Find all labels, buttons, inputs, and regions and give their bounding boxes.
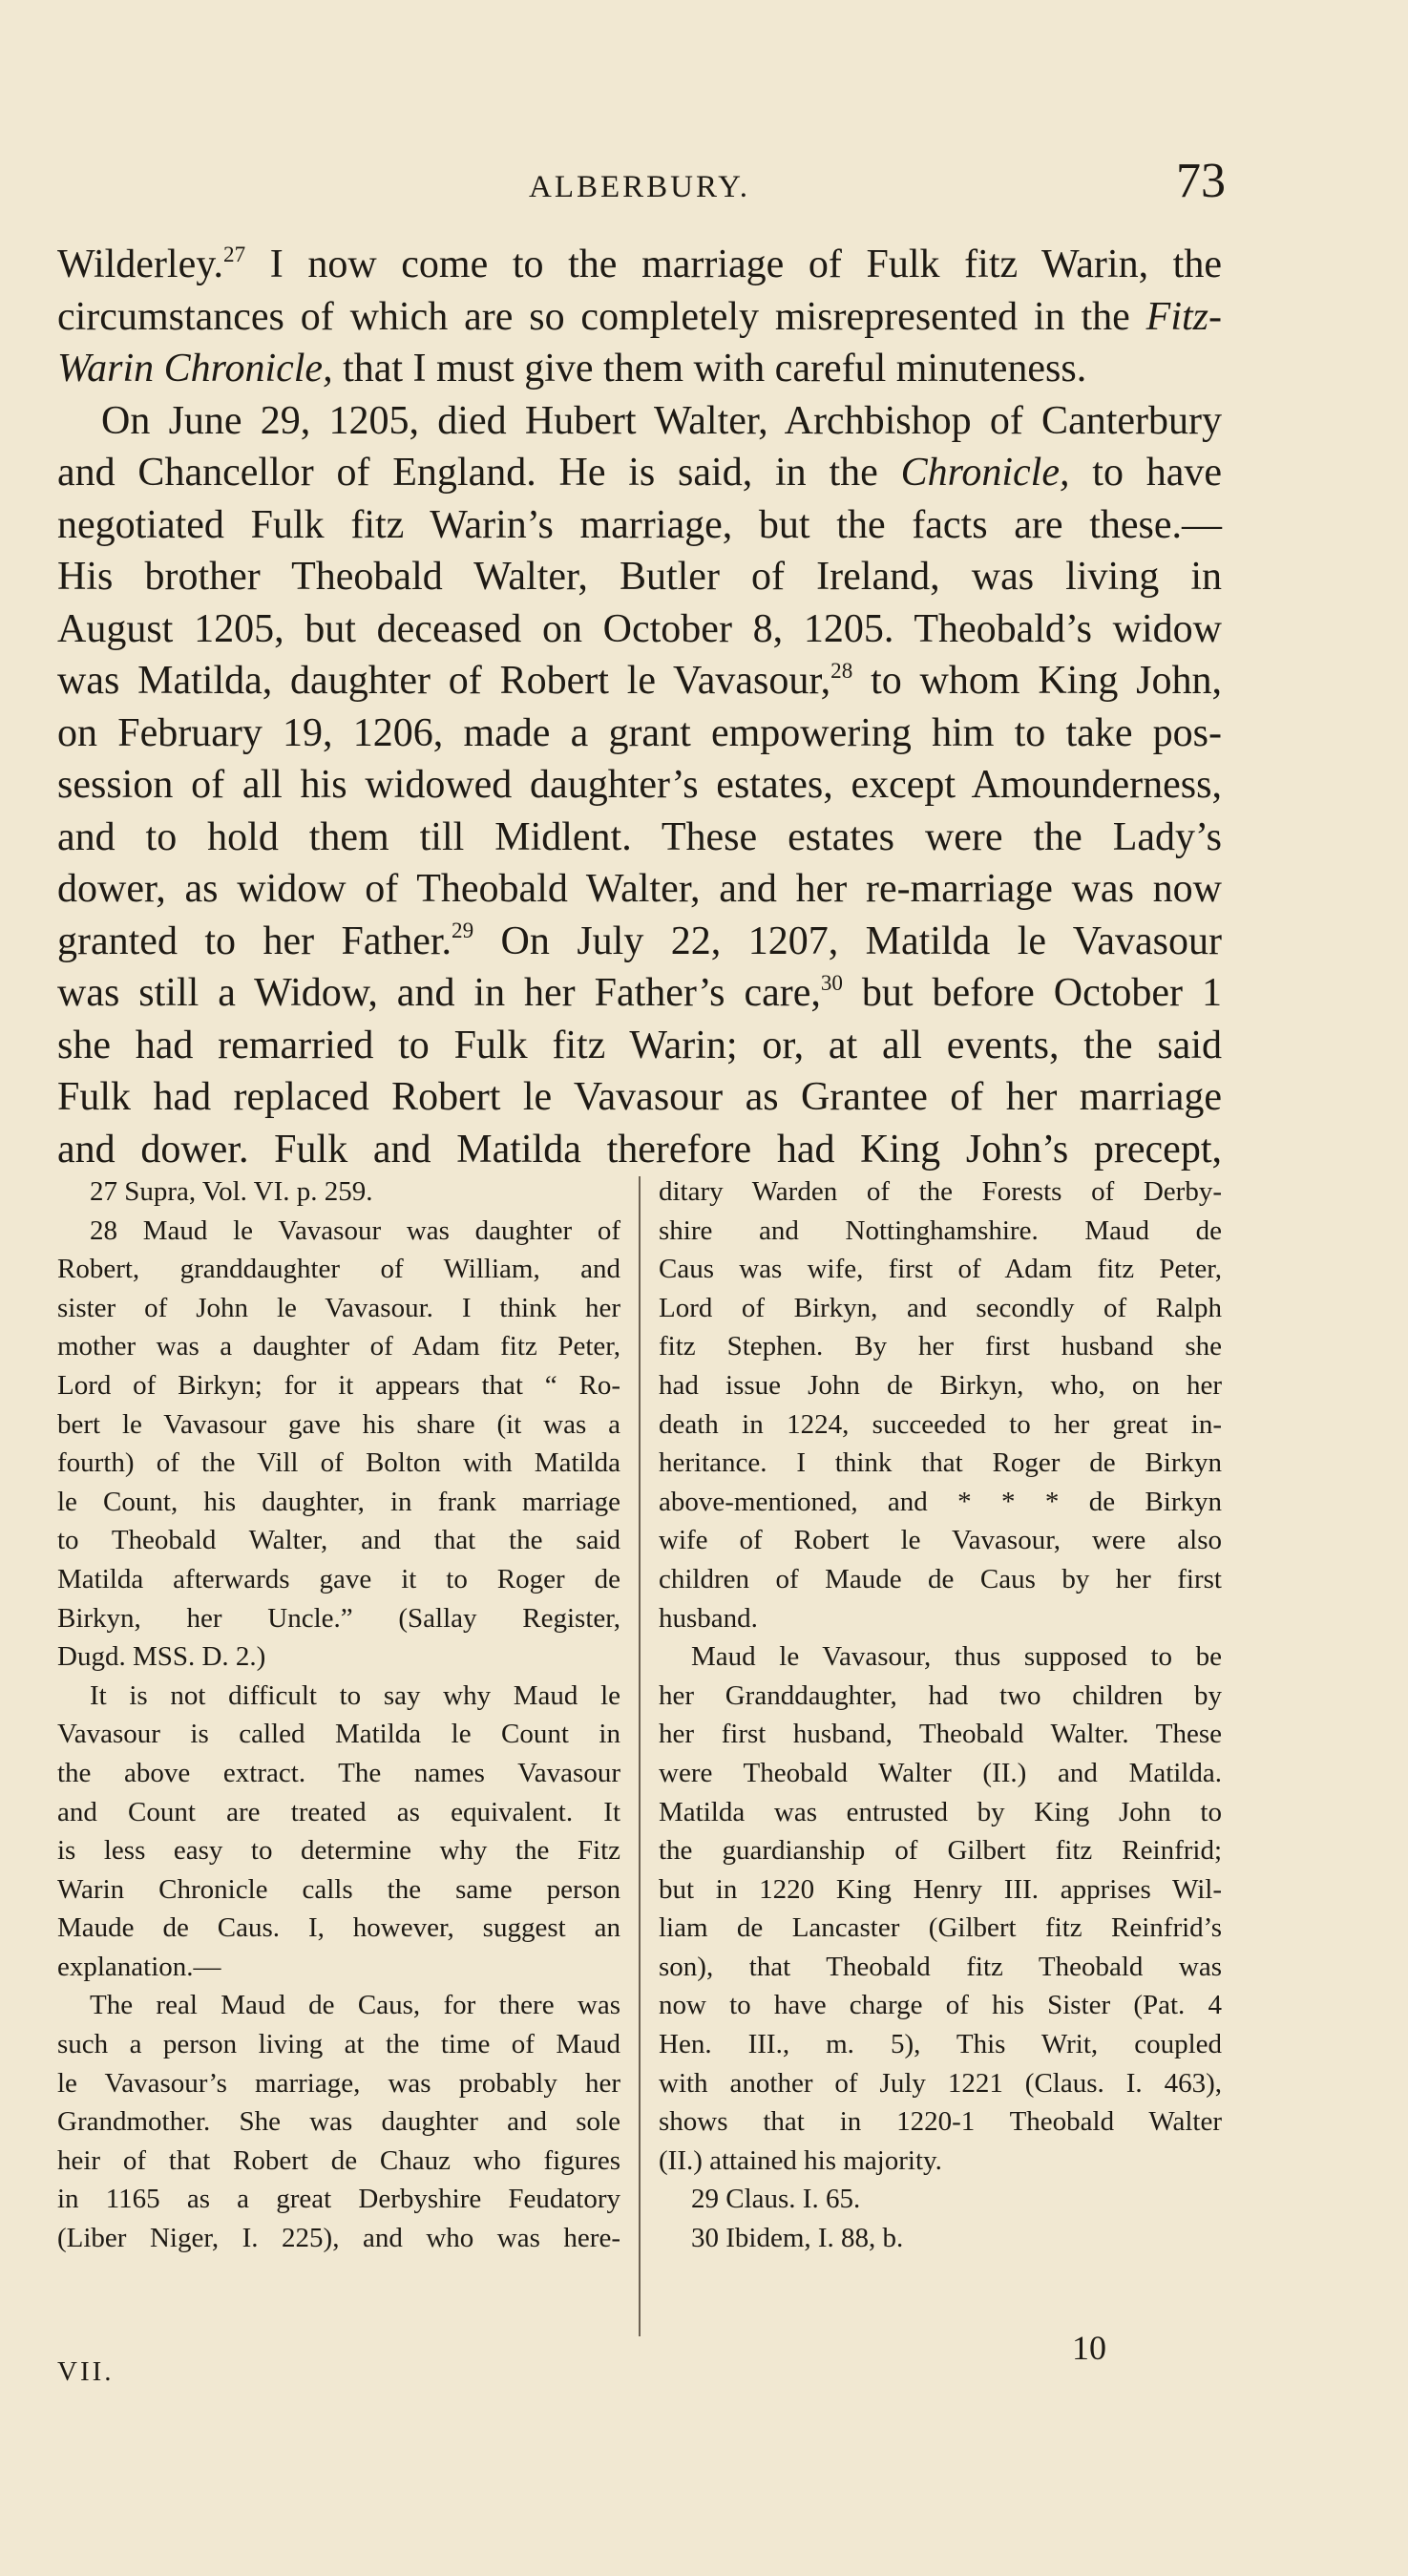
footnote-line: mother was a daughter of Adam fitz Peter, <box>57 1331 620 1362</box>
text-line: and Chancellor of England. He is said, in the Chronicle, to have <box>57 451 1223 495</box>
footnote-line: wife of Robert le Vavasour, were also <box>659 1525 1222 1556</box>
footnote-line: Matilda was entrusted by King John to <box>659 1796 1222 1827</box>
footnote-line: 30 Ibidem, I. 88, b. <box>691 2223 904 2254</box>
footnote-line: but in 1220 King Henry III. apprises Wil- <box>659 1873 1222 1905</box>
footnote-ref: 28 <box>830 657 853 683</box>
footnote-line: children of Maude de Caus by her first <box>659 1563 1222 1594</box>
text-line: Wilderley.$^{27}$ I now come to the marriage of Fulk fitz Warin, the <box>57 241 1222 286</box>
text-line: session of all his widowed daughter’s estates, except Amounderness, <box>57 763 1222 807</box>
footnote-line: Lord of Birkyn, and secondly of Ralph <box>659 1292 1222 1323</box>
footnote-line: Lord of Birkyn; for it appears that “ Ro- <box>57 1369 620 1401</box>
footnote-line: 28 Maud le Vavasour was daughter of <box>90 1214 620 1246</box>
footnote-line: Birkyn, her Uncle.” (Sallay Register, <box>57 1602 620 1634</box>
gathering-number: 10 <box>1072 2329 1106 2367</box>
footnote-line: 27 Supra, Vol. VI. p. 259. <box>90 1176 373 1207</box>
footnote-line: the above extract. The names Vavasour <box>57 1757 620 1788</box>
footnote-line: Maud le Vavasour, thus supposed to be <box>691 1641 1222 1673</box>
footnote-line: the guardianship of Gilbert fitz Reinfrid; <box>659 1835 1222 1867</box>
footnote-ref: 30 <box>820 969 843 995</box>
footnote-line: husband. <box>659 1602 758 1634</box>
footnote-line: bert le Vavasour gave his share (it was a <box>57 1408 620 1440</box>
text-line: she had remarried to Fulk fitz Warin; or, at all events, the said <box>57 1023 1222 1067</box>
footnote-line: son), that Theobald fitz Theobald was <box>659 1951 1222 1982</box>
text-line: Fulk had replaced Robert le Vavasour as Grantee of her marriage <box>57 1075 1222 1119</box>
footnote-line: Grandmother. She was daughter and sole <box>57 2106 620 2138</box>
footnote-line: above-mentioned, and * * * de Birkyn <box>659 1486 1222 1517</box>
footnote-line: is less easy to determine why the Fitz <box>57 1835 620 1867</box>
footnote-line: to Theobald Walter, and that the said <box>57 1525 620 1556</box>
footnote-line: liam de Lancaster (Gilbert fitz Reinfrid’s <box>659 1912 1222 1944</box>
text-line: dower, as widow of Theobald Walter, and her re-marriage was now <box>57 867 1222 911</box>
footnote-line: death in 1224, succeeded to her great in- <box>659 1408 1222 1440</box>
text-line: On June 29, 1205, died Hubert Walter, Archbishop of Canterbury <box>101 398 1222 443</box>
running-title: ALBERBURY. <box>528 170 751 204</box>
footnote-line: shows that in 1220-1 Theobald Walter <box>659 2106 1222 2138</box>
footnote-line: with another of July 1221 (Claus. I. 463), <box>659 2067 1222 2099</box>
footnote-ref: 29 <box>452 918 474 943</box>
main-text <box>57 239 1222 1175</box>
text-line: and to hold them till Midlent. These estates were the Lady’s <box>57 814 1222 859</box>
footnotes <box>57 1172 1222 2395</box>
text-line: was Matilda, daughter of Robert le Vavasour,$^{28}$ to whom King John, <box>57 657 1222 703</box>
footnote-line: Warin Chronicle calls the same person <box>57 1873 620 1905</box>
footnote-line: her Granddaughter, had two children by <box>659 1679 1222 1711</box>
footnote-line: fitz Stephen. By her first husband she <box>659 1331 1222 1362</box>
footnote-line: had issue John de Birkyn, who, on her <box>659 1369 1222 1401</box>
footnote-line: The real Maud de Caus, for there was <box>90 1990 620 2021</box>
running-head <box>57 153 1226 210</box>
footnote-line: were Theobald Walter (II.) and Matilda. <box>659 1757 1222 1788</box>
text-line: and dower. Fulk and Matilda therefore had King John’s precept, <box>57 1127 1222 1172</box>
footnote-line: her first husband, Theobald Walter. These <box>659 1719 1222 1750</box>
footnote-ref: 27 <box>223 241 246 266</box>
footnote-line: Matilda afterwards gave it to Roger de <box>57 1563 620 1594</box>
text-line: negotiated Fulk fitz Warin’s marriage, but the facts are these.— <box>57 502 1222 547</box>
footnote-line: Dugd. MSS. D. 2.) <box>57 1641 266 1673</box>
footnote-line: fourth) of the Vill of Bolton with Matilda <box>57 1447 620 1479</box>
footnote-line: shire and Nottinghamshire. Maud de <box>659 1214 1222 1246</box>
text-line: granted to her Father.$^{29}$ On July 22, 1207, Matilda le Vavasour <box>57 918 1222 963</box>
footnote-line: ditary Warden of the Forests of Derby- <box>659 1176 1222 1207</box>
footnote-line: in 1165 as a great Derbyshire Feudatory <box>57 2184 620 2215</box>
text-line: was still a Widow, and in her Father’s care,$^{30}$ but before October 1 <box>57 969 1222 1015</box>
footnote-line: such a person living at the time of Maud <box>57 2029 620 2060</box>
footnote-line: 29 Claus. I. 65. <box>691 2184 861 2215</box>
text-line: Warin Chronicle, that I must give them with careful minuteness. <box>57 347 1087 391</box>
footnote-column-right <box>659 1172 1222 2258</box>
footnote-line: now to have charge of his Sister (Pat. 4 <box>659 1990 1222 2021</box>
footnote-line: Hen. III., m. 5), This Writ, coupled <box>659 2029 1222 2060</box>
footnote-column-left <box>57 1172 620 2258</box>
text-line: on February 19, 1206, made a grant empowering him to take pos- <box>57 710 1222 755</box>
footnote-line: Vavasour is called Matilda le Count in <box>57 1719 620 1750</box>
footnote-line: sister of John le Vavasour. I think her <box>57 1292 620 1323</box>
footnote-line: Maude de Caus. I, however, suggest an <box>57 1912 620 1944</box>
footnote-line: heritance. I think that Roger de Birkyn <box>659 1447 1222 1479</box>
footnote-line: explanation.— <box>57 1951 221 1982</box>
footnote-line: (Liber Niger, I. 225), and who was here- <box>57 2223 620 2254</box>
footnote-line: (II.) attained his majority. <box>659 2144 942 2176</box>
footnote-line: heir of that Robert de Chauz who figures <box>57 2144 620 2176</box>
footnote-line: and Count are treated as equivalent. It <box>57 1796 620 1827</box>
footnote-line: It is not difficult to say why Maud le <box>90 1679 620 1711</box>
signature-mark: VII. <box>57 2356 115 2387</box>
text-line: His brother Theobald Walter, Butler of Ireland, was living in <box>57 555 1222 599</box>
footnote-line: le Count, his daughter, in frank marriage <box>57 1486 620 1517</box>
footnote-line: Caus was wife, first of Adam fitz Peter, <box>659 1254 1222 1285</box>
page-number: 73 <box>1176 154 1226 208</box>
column-divider <box>639 1176 641 2336</box>
footnote-line: Robert, granddaughter of William, and <box>57 1254 620 1285</box>
footnote-line: le Vavasour’s marriage, was probably her <box>57 2067 620 2099</box>
text-line: August 1205, but deceased on October 8, 1205. Theobald’s widow <box>57 606 1222 651</box>
text-line: circumstances of which are so completely misrepresented in the Fitz- <box>57 294 1222 339</box>
